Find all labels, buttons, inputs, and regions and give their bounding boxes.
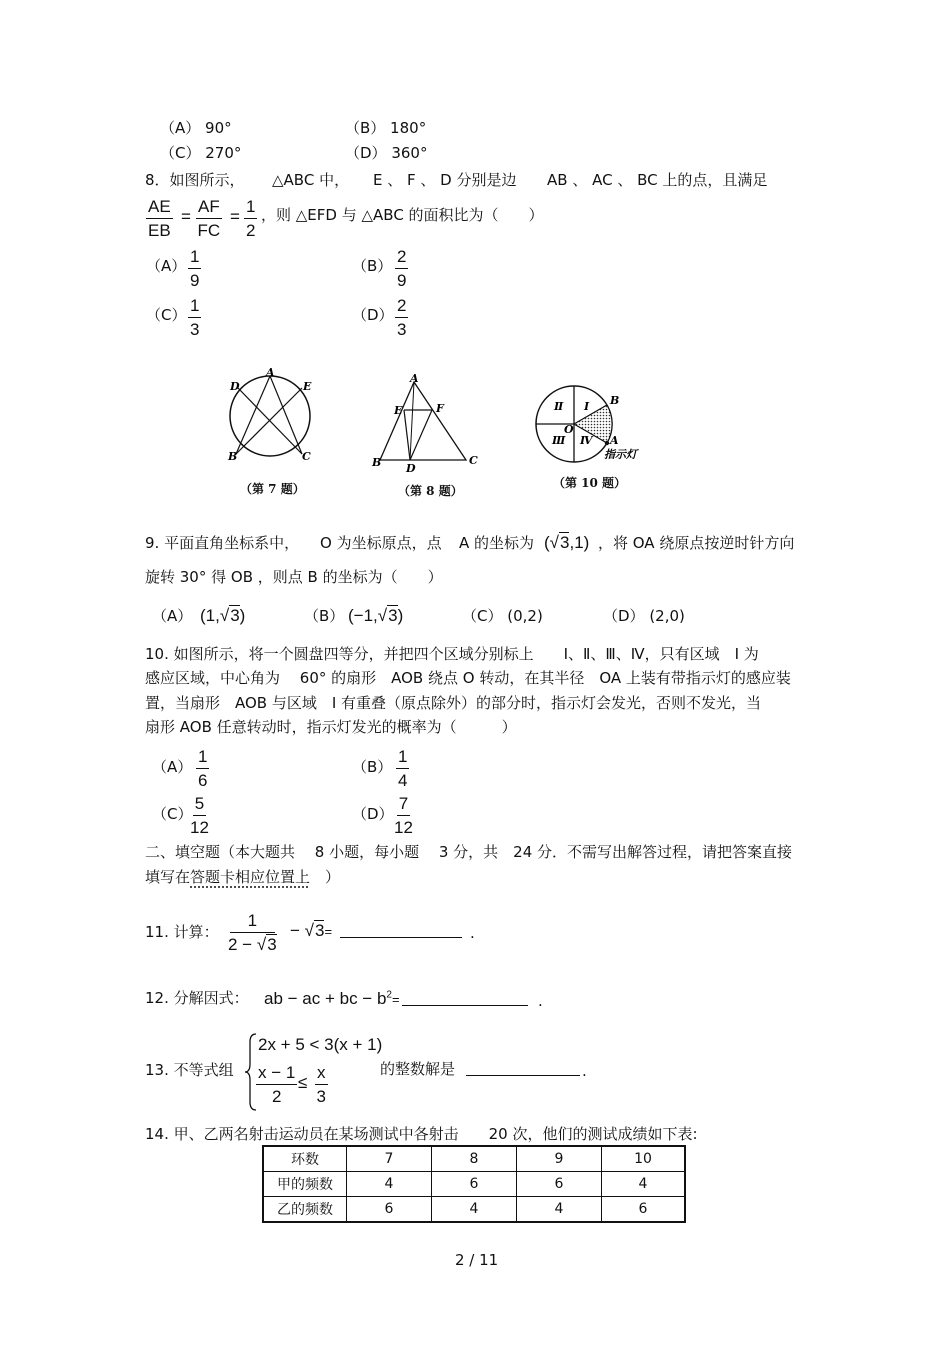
table-cell: 4: [602, 1172, 686, 1197]
q9-coord-sqrt: 3: [560, 533, 570, 552]
table-cell: 4: [347, 1172, 432, 1197]
q11-label: 11. 计算：: [145, 923, 219, 941]
q12-end: .: [538, 992, 543, 1010]
q12-label: 12. 分解因式：: [145, 989, 249, 1007]
q8-fraction-ae-eb: [146, 198, 173, 239]
q10-option-c-den: 12: [190, 818, 209, 837]
page-number: 2 / 11: [455, 1251, 499, 1269]
figure-10-diagram: [530, 378, 650, 470]
q11-end: .: [470, 924, 475, 942]
q11-minus-sqrt: − √3=: [290, 921, 333, 940]
q13-fraction-rhs: [315, 1064, 328, 1105]
q9-option-b-sqrt: 3: [388, 606, 398, 625]
q8-option-d-label: （D）: [352, 306, 394, 324]
q14-score-table: [262, 1145, 686, 1223]
q12-expression: [264, 990, 400, 1007]
fig8-label-a: A: [410, 372, 419, 385]
q10-option-d-label: （D）: [352, 805, 394, 823]
q12-exponent: 2: [386, 989, 392, 1001]
fig8-label-b: B: [372, 456, 382, 469]
figure-8-caption: （第 8 题）: [398, 484, 463, 498]
q8-fraction-half: [244, 198, 257, 239]
fig7-label-b: B: [228, 450, 238, 463]
q8-stem-1: 8．如图所示，: [145, 171, 245, 189]
fig10-label-a: A: [610, 434, 619, 447]
table-cell: 6: [517, 1172, 602, 1197]
table-cell: 6: [432, 1172, 517, 1197]
q9-option-c: （C） (0,2): [462, 607, 543, 625]
q11-frac-den: 2 − √3: [228, 935, 277, 954]
fig8-label-f: F: [436, 402, 444, 415]
q10-option-b-num: 1: [396, 748, 409, 769]
section-2-heading-line-2: [145, 870, 340, 885]
q12-expr: ab − ac + bc − b: [264, 989, 387, 1008]
fig8-line-fd: [410, 410, 432, 460]
q8-option-d-frac: [395, 297, 408, 338]
table-header-cell: 7: [347, 1146, 432, 1172]
q9-option-a-sqrt: 3: [230, 606, 240, 625]
fig10-label-o: O: [564, 423, 574, 436]
fig10-label-region-3: Ⅲ: [552, 434, 566, 447]
q13-suffix: 的整数解是: [380, 1060, 456, 1078]
fig8-label-c: C: [469, 454, 478, 467]
q13-leq: ≤: [298, 1073, 308, 1092]
q12-equals: =: [391, 992, 400, 1007]
q11-frac-num: 1: [230, 912, 275, 933]
figure-7-caption: （第 7 题）: [240, 482, 305, 496]
section-2-line-2-pre: 填写在: [145, 868, 191, 886]
fig7-label-e: E: [303, 380, 312, 393]
section-2-line-2-emphasis: 答题卡相应位置上: [190, 868, 311, 886]
fig7-label-a: A: [266, 368, 275, 379]
q13-rhs-den: 3: [316, 1087, 326, 1106]
table-row: [263, 1197, 685, 1223]
table-header-cell: 8: [432, 1146, 517, 1172]
q8-option-b-den: 9: [397, 271, 407, 290]
q8-frac3-den: 2: [246, 221, 256, 240]
table-cell: 6: [602, 1197, 686, 1223]
fig10-label-indicator: 指示灯: [604, 448, 637, 461]
fig10-label-b: B: [610, 394, 620, 407]
q12-answer-blank[interactable]: [402, 1004, 528, 1006]
fig10-label-region-1: Ⅰ: [584, 400, 590, 413]
q8-stem-3: E 、 F 、 D 分别是边: [373, 171, 517, 189]
q8-option-a-frac: [188, 248, 201, 289]
q7-option-b: （B） 180°: [345, 119, 427, 137]
q9-coord-rest: ,1): [569, 533, 590, 552]
q13-label: 13. 不等式组: [145, 1061, 234, 1079]
q8-fraction-af-fc: [196, 198, 222, 239]
q10-line-1: 10. 如图所示，将一个圆盘四等分，并把四个区域分别标上 Ⅰ、Ⅱ、Ⅲ、Ⅳ，只有区域 Ⅰ 为: [145, 645, 759, 663]
fig7-label-d: D: [230, 380, 240, 393]
figure-10-caption: （第 10 题）: [553, 476, 627, 490]
fig10-label-region-4: Ⅳ: [580, 434, 593, 447]
q9-option-b-value: (−1,√3): [348, 606, 404, 625]
q9-option-b-post: ): [397, 606, 404, 625]
table-header-cell: 10: [602, 1146, 686, 1172]
q8-option-a-den: 9: [190, 271, 200, 290]
q13-fraction-lhs: [256, 1064, 297, 1105]
table-cell: 6: [347, 1197, 432, 1223]
table-cell: 甲的频数: [263, 1172, 347, 1197]
q8-option-a-num: 1: [188, 248, 201, 269]
q11-den-sqrt: 3: [267, 935, 277, 954]
table-header-cell: 环数: [263, 1146, 347, 1172]
fig10-label-region-2: Ⅱ: [554, 400, 564, 413]
q13-rhs-num: x: [315, 1064, 328, 1085]
q8-stem-4: AB 、 AC 、 BC 上的点，且满足: [547, 171, 768, 189]
q8-option-b-frac: [395, 248, 408, 289]
table-row: [263, 1172, 685, 1197]
q8-frac1-num: AE: [146, 198, 173, 219]
q9-option-a-pre: (1,: [200, 606, 220, 625]
q13-answer-blank[interactable]: [466, 1074, 580, 1076]
q11-fraction: [228, 912, 277, 953]
q9-option-a-post: ): [239, 606, 246, 625]
q11-den-pre: 2 −: [228, 935, 257, 954]
fig7-label-c: C: [302, 450, 311, 463]
q10-option-d-den: 12: [394, 818, 413, 837]
q10-option-d-frac: [394, 795, 413, 836]
q7-option-c: （C） 270°: [160, 144, 242, 162]
q8-option-a-label: （A）: [146, 257, 187, 275]
table-cell: 乙的频数: [263, 1197, 347, 1223]
q8-option-b-num: 2: [395, 248, 408, 269]
q10-line-4: 扇形 AOB 任意转动时，指示灯发光的概率为（ ）: [145, 718, 517, 736]
q8-option-d-den: 3: [397, 320, 407, 339]
q8-option-b-label: （B）: [352, 257, 393, 275]
fig10-indicator-light-icon: [605, 441, 609, 445]
q8-frac2-num: AF: [196, 198, 222, 219]
q8-equals-2: =: [230, 207, 240, 226]
q10-option-b-den: 4: [398, 771, 408, 790]
q9-option-b-pre: (−1,: [348, 606, 378, 625]
q9-option-a-value: (1,√3): [200, 606, 246, 625]
q13-inequality-1: 2x + 5 < 3(x + 1): [258, 1035, 383, 1054]
table-cell: 4: [432, 1197, 517, 1223]
fig8-label-e: E: [394, 404, 403, 417]
q10-option-c-label: （C）: [152, 805, 193, 823]
q9-option-b-label: （B）: [304, 607, 345, 625]
q7-option-d: （D） 360°: [345, 144, 428, 162]
q8-option-c-frac: [188, 297, 201, 338]
q9-option-d: （D） (2,0): [603, 607, 685, 625]
q9-coord-open: (: [544, 533, 550, 552]
q13-lhs-num: x − 1: [256, 1064, 297, 1085]
q10-option-d-num: 7: [397, 795, 410, 816]
fig8-line-ed: [404, 410, 410, 460]
q9-stem-1: 9. 平面直角坐标系中，: [145, 534, 300, 552]
q8-frac1-den: EB: [148, 221, 171, 240]
q9-option-a-label: （A）: [152, 607, 193, 625]
q10-option-c-num: 5: [193, 795, 206, 816]
table-header-row: [263, 1146, 685, 1172]
q10-option-b-frac: [396, 748, 409, 789]
q10-option-a-den: 6: [198, 771, 208, 790]
q9-point-a-coord: (√3,1): [544, 533, 590, 552]
q10-line-2: 感应区域，中心角为 60° 的扇形 AOB 绕点 O 转动，在其半径 OA 上装有带指示灯的感应装: [145, 669, 791, 687]
q9-stem-5: 旋转 30° 得 OB ，则点 B 的坐标为（ ）: [145, 568, 443, 586]
q10-option-c-frac: [190, 795, 209, 836]
q8-equals-1: =: [181, 207, 191, 226]
q8-option-c-num: 1: [188, 297, 201, 318]
q11-sqrt: 3: [315, 921, 325, 940]
fig8-line-ad: [410, 382, 414, 460]
q8-frac2-den: FC: [197, 221, 221, 240]
q8-frac3-num: 1: [244, 198, 257, 219]
q8-stem-5: ，则 △EFD 与 △ABC 的面积比为（ ）: [261, 206, 544, 224]
fig8-label-d: D: [406, 462, 416, 472]
q8-option-d-num: 2: [395, 297, 408, 318]
q14-stem: 14. 甲、乙两名射击运动员在某场测试中各射击 20 次，他们的测试成绩如下表:: [145, 1125, 698, 1143]
figure-8-diagram: [370, 372, 482, 472]
q10-option-a-num: 1: [196, 748, 209, 769]
q10-line-3: 置，当扇形 AOB 与区域 Ⅰ 有重叠（原点除外）的部分时，指示灯会发光，否则不发光，当: [145, 694, 762, 712]
q11-equals: =: [324, 924, 333, 939]
figure-7-diagram: [222, 368, 322, 468]
q9-stem-4: ，将 OA 绕原点按逆时针方向: [598, 534, 795, 552]
fig8-triangle-abc: [380, 382, 466, 460]
q8-option-c-den: 3: [190, 320, 200, 339]
section-2-line-2-post: ）: [310, 868, 341, 886]
q11-answer-blank[interactable]: [340, 936, 462, 938]
table-header-cell: 9: [517, 1146, 602, 1172]
q11-minus: −: [290, 921, 300, 940]
q9-stem-2: O 为坐标原点，点: [320, 534, 442, 552]
q8-stem-2: △ABC 中，: [272, 171, 350, 189]
q13-lhs-den: 2: [271, 1087, 282, 1106]
q10-option-a-label: （A）: [152, 758, 193, 776]
section-2-heading-line-1: 二、填空题（本大题共 8 小题，每小题 3 分，共 24 分．不需写出解答过程，请把答案直接: [145, 843, 793, 861]
q7-option-a: （A） 90°: [160, 119, 232, 137]
q13-end: .: [582, 1062, 587, 1080]
table-cell: 4: [517, 1197, 602, 1223]
q8-option-c-label: （C）: [146, 306, 187, 324]
q9-stem-3: A 的坐标为: [459, 534, 535, 552]
q10-option-b-label: （B）: [352, 758, 393, 776]
q10-option-a-frac: [196, 748, 209, 789]
